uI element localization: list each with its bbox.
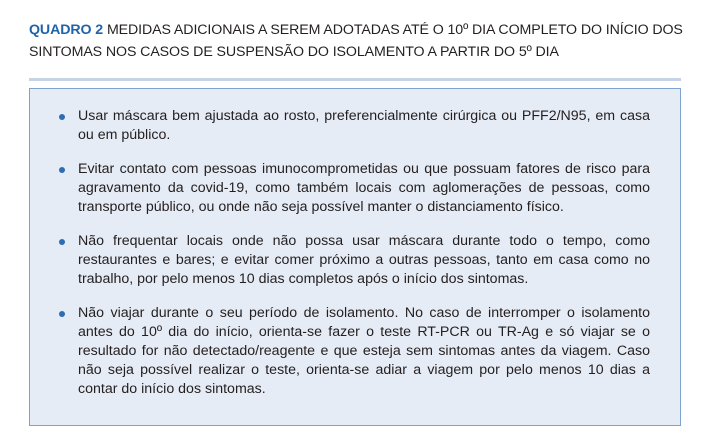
heading-divider	[29, 78, 681, 81]
list-item-text: Evitar contato com pessoas imunocomprometidas ou que possuam fatores de risco para agravamento da covid-19, como também locais com aglomerações de pessoas, como transporte público, ou onde não seja possível manter o distanciamento físico.	[78, 161, 650, 215]
heading-title: MEDIDAS ADICIONAIS A SEREM ADOTADAS ATÉ O 10º DIA COMPLETO DO INÍCIO DOS SINTOMAS NOS CASOS DE SUSPENSÃO DO ISOLAMENTO A PARTIR DO 5º DIA	[29, 22, 683, 60]
bullet-icon	[59, 114, 65, 120]
measures-box	[29, 88, 681, 426]
list-item-text: Não frequentar locais onde não possa usar máscara durante todo o tempo, como restaurantes e bares; e evitar comer próximo a outras pessoas, tanto em casa como no trabalho, por pelo menos 10 dias completos após o início dos sintomas.	[78, 233, 650, 287]
bullet-icon	[59, 311, 65, 317]
bullet-icon	[59, 239, 65, 245]
measures-list	[30, 107, 680, 414]
bullet-icon	[59, 167, 65, 173]
list-item	[30, 107, 680, 145]
list-item-text: Usar máscara bem ajustada ao rosto, preferencialmente cirúrgica ou PFF2/N95, em casa ou em público.	[78, 108, 650, 143]
heading-label: QUADRO 2	[29, 22, 104, 38]
list-item	[30, 304, 680, 399]
list-item	[30, 232, 680, 289]
list-item	[30, 160, 680, 217]
list-item-text: Não viajar durante o seu período de isolamento. No caso de interromper o isolamento antes do 10º dia do início, orienta-se fazer o teste RT-PCR ou TR-Ag e só viajar se o resultado for não detectado/reagente e que esteja sem sintomas antes da viagem. Caso não seja possível realizar o teste, orienta-se adiar a viagem por pelo menos 10 dias a contar do início dos sintomas.	[78, 305, 650, 397]
table-heading	[29, 19, 694, 63]
